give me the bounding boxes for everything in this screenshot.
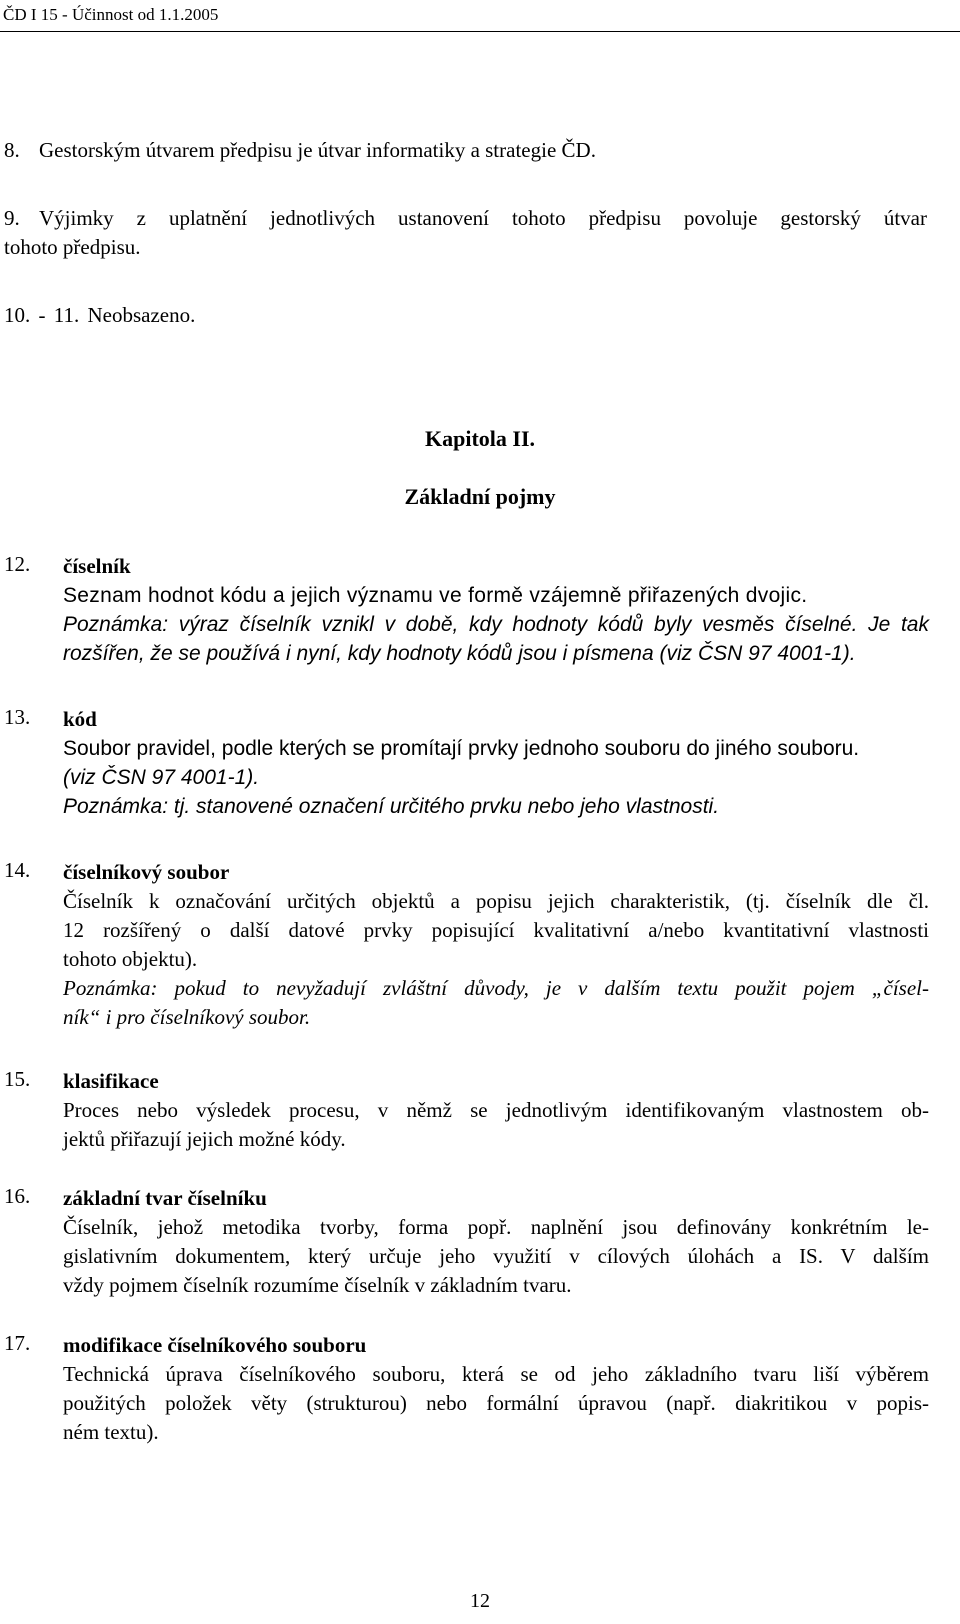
item-line: tohoto předpisu. <box>4 235 141 259</box>
definition-line: Číselník, jehož metodika tvorby, forma popř. naplnění jsou definovány konkrétním le- <box>63 1215 929 1239</box>
item-text <box>39 206 927 235</box>
definition-term: kód <box>63 707 97 731</box>
definition-note-line: rozšířen, že se používá i nyní, kdy hodnoty kódů jsou i písmena (viz ČSN 97 4001-1). <box>63 642 856 665</box>
definition-note-line: Poznámka: pokud to nevyžadují zvláštní důvody, je v dalším textu použit pojem „čísel- <box>63 976 929 1000</box>
document-header: ČD I 15 - Účinnost od 1.1.2005 <box>3 5 219 24</box>
definition-number: 15. <box>4 1067 31 1091</box>
page-number: 12 <box>470 1590 490 1612</box>
definition-number: 14. <box>4 858 31 882</box>
definition-line: Technická úprava číselníkového souboru, která se od jeho základního tvaru liší výběrem <box>63 1362 929 1386</box>
definition-number: 17. <box>4 1331 31 1355</box>
definition-term: číselník <box>63 554 131 578</box>
definition-line: vždy pojmem číselník rozumíme číselník v základním tvaru. <box>63 1273 572 1297</box>
definition-note-line: ník“ i pro číselníkový soubor. <box>63 1005 311 1029</box>
definition-note-line: Poznámka: tj. stanovené označení určitého prvku nebo jeho vlastnosti. <box>63 795 720 818</box>
chapter-subtitle: Základní pojmy <box>404 484 556 509</box>
definition-line: Proces nebo výsledek procesu, v němž se jednotlivým identifikovaným vlastnostem ob- <box>63 1098 929 1122</box>
definition-line: ném textu). <box>63 1420 159 1444</box>
definition-number: 12. <box>4 552 31 576</box>
definition-number: 16. <box>4 1184 31 1208</box>
definition-line: jektů přiřazují jejich možné kódy. <box>63 1127 346 1151</box>
definition-term: klasifikace <box>63 1069 159 1093</box>
definition-term: modifikace číselníkového souboru <box>63 1333 367 1357</box>
item-number: 9. <box>4 206 20 230</box>
item-line: Výjimky z uplatnění jednotlivých ustanovení tohoto předpisu povoluje gestorský útvar <box>39 206 927 230</box>
definition-number: 13. <box>4 705 31 729</box>
definition-note-line: Poznámka: výraz číselník vznikl v době, kdy hodnoty kódů byly vesměs číselné. Je tak <box>63 613 929 636</box>
definition-line: tohoto objektu). <box>63 947 198 971</box>
definition-line: 12 rozšířený o další datové prvky popisující kvalitativní a/nebo kvantitativní vlastnosti <box>63 918 929 942</box>
definition-line: Soubor pravidel, podle kterých se promítají prvky jednoho souboru do jiného souboru. <box>63 737 860 760</box>
definition-term: číselníkový soubor <box>63 860 230 884</box>
item-text: Gestorským útvarem předpisu je útvar informatiky a strategie ČD. <box>39 138 596 162</box>
item-10-11: 10. - 11. Neobsazeno. <box>4 303 196 327</box>
definition-line: Seznam hodnot kódu a jejich významu ve formě vzájemně přiřazených dvojic. <box>63 584 808 607</box>
definition-line: Číselník k označování určitých objektů a popisu jejich charakteristik, (tj. číselník dle čl. <box>63 889 929 913</box>
definition-line: gislativním dokumentem, který určuje jeho využití v cílových úlohách a IS. V dalším <box>63 1244 929 1268</box>
definition-line: (viz ČSN 97 4001-1). <box>63 766 260 789</box>
item-number: 8. <box>4 138 20 162</box>
chapter-title: Kapitola II. <box>424 426 536 451</box>
definition-line: použitých položek věty (strukturou) nebo formální úpravou (např. diakritikou v popis- <box>63 1391 929 1415</box>
definition-term: základní tvar číselníku <box>63 1186 267 1210</box>
header-rule <box>0 31 960 32</box>
